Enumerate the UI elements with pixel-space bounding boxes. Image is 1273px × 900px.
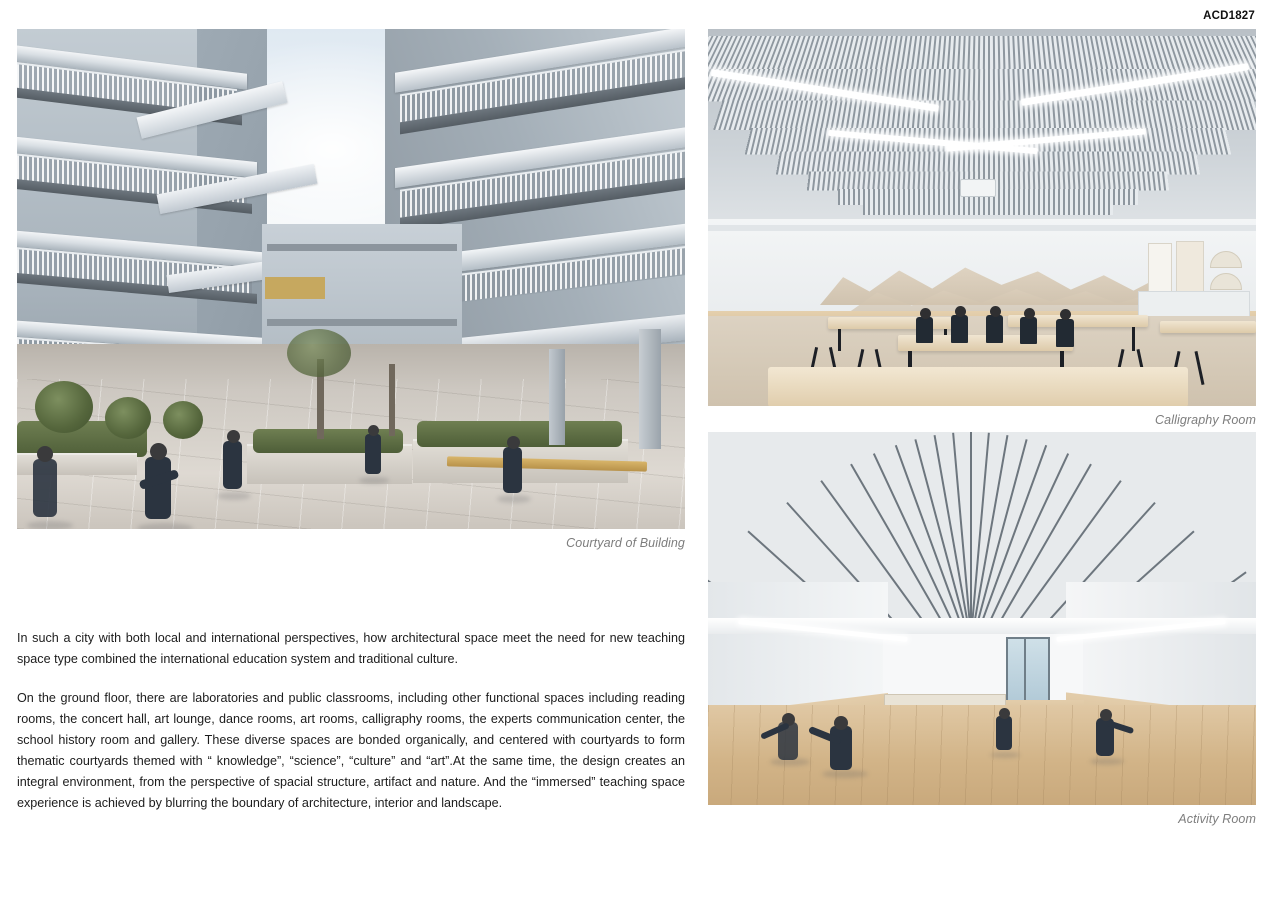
left-column	[17, 29, 685, 550]
activity-photo	[708, 432, 1256, 805]
figure-calligraphy	[708, 29, 1256, 427]
figure-caption-calligraphy: Calligraphy Room	[1155, 413, 1256, 427]
document-code: ACD1827	[1203, 10, 1255, 22]
calligraphy-photo	[708, 29, 1256, 406]
right-column	[708, 29, 1256, 826]
figure-activity	[708, 432, 1256, 826]
figure-caption-courtyard: Courtyard of Building	[566, 536, 685, 550]
body-text	[17, 628, 685, 814]
courtyard-photo	[17, 29, 685, 529]
body-paragraph-2: On the ground floor, there are laboratories and public classrooms, including other functional spaces including reading rooms, the concert hall, art lounge, dance rooms, art rooms, calligraphy rooms, the experts communication center, the school history room and gallery. These diverse spaces are bonded organically, and centered with courtyards to form thematic courtyards themed with “ knowledge”, “science”, “culture” and “art”.At the same time, the design creates an integral environment, from the perspective of spacial structure, artifact and nature. And the “immersed” teaching space experience is achieved by blurring the boundary of architecture, interior and landscape.	[17, 691, 685, 810]
figure-caption-activity: Activity Room	[1178, 812, 1256, 826]
body-paragraph-1: In such a city with both local and international perspectives, how architectural space meet the need for new teaching space type combined the international education system and traditional culture.	[17, 631, 685, 666]
figure-courtyard	[17, 29, 685, 550]
